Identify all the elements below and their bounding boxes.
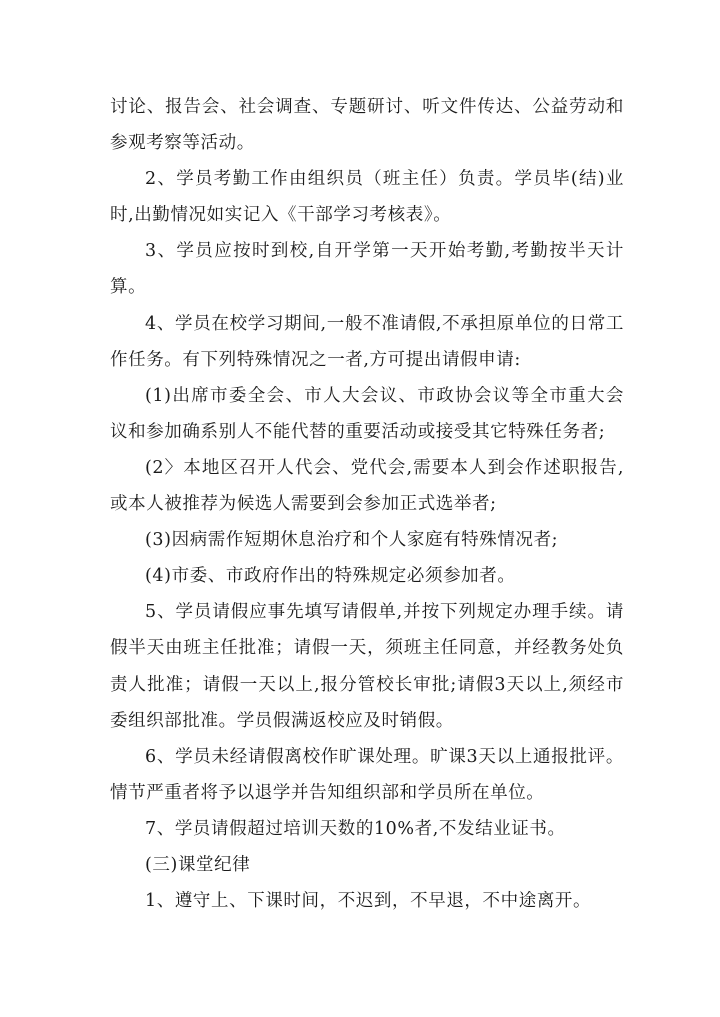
paragraph-certificate-rule: 7、学员请假超过培训天数的10%者,不发结业证书。: [145, 818, 566, 839]
paragraph-leave-case-2: (2〉本地区召开人代会、党代会,需要本人到会作述职报告,或本人被推荐为候选人需要到会参加正式选举者;: [110, 457, 624, 515]
paragraph-leave-procedure: 5、学员请假应事先填写请假单,并按下列规定办理手续。请假半天由班主任批准；请假一天，须班主任同意，并经教务处负责人批准；请假一天以上,报分管校长审批;请假3天以上,须经市委组织部批准。学员假满返校应及时销假。: [110, 602, 624, 731]
paragraph-absence-penalty: 6、学员未经请假离校作旷课处理。旷课3天以上通报批评。情节严重者将予以退学并告知组织部和学员所在单位。: [110, 746, 624, 803]
paragraph-leave-case-1: (1)出席市委全会、市人大会议、市政协会议等全市重大会议和参加确系别人不能代替的重要活动或接受其它特殊任务者;: [110, 385, 624, 442]
paragraph-leave-policy: 4、学员在校学习期间,一般不准请假,不承担原单位的日常工作任务。有下列特殊情况之一者,方可提出请假申请:: [110, 313, 624, 370]
paragraph-activities-list: 讨论、报告会、社会调查、专题研讨、听文件传达、公益劳动和参观考察等活动。: [110, 97, 624, 154]
paragraph-class-time: 1、遵守上、下课时间，不迟到，不早退，不中途离开。: [145, 891, 592, 912]
paragraph-leave-case-3: (3)因病需作短期休息治疗和个人家庭有特殊情况者;: [145, 530, 559, 551]
section-heading-classroom-discipline: (三)课堂纪律: [145, 854, 251, 875]
paragraph-leave-case-4: (4)市委、市政府作出的特殊规定必须参加者。: [145, 566, 516, 587]
paragraph-attendance-start: 3、学员应按时到校,自开学第一天开始考勤,考勤按半天计算。: [110, 241, 624, 298]
paragraph-attendance-responsibility: 2、学员考勤工作由组织员（班主任）负责。学员毕(结)业时,出勤情况如实记入《干部学习考核表》。: [110, 169, 624, 226]
document-body: [110, 89, 624, 919]
